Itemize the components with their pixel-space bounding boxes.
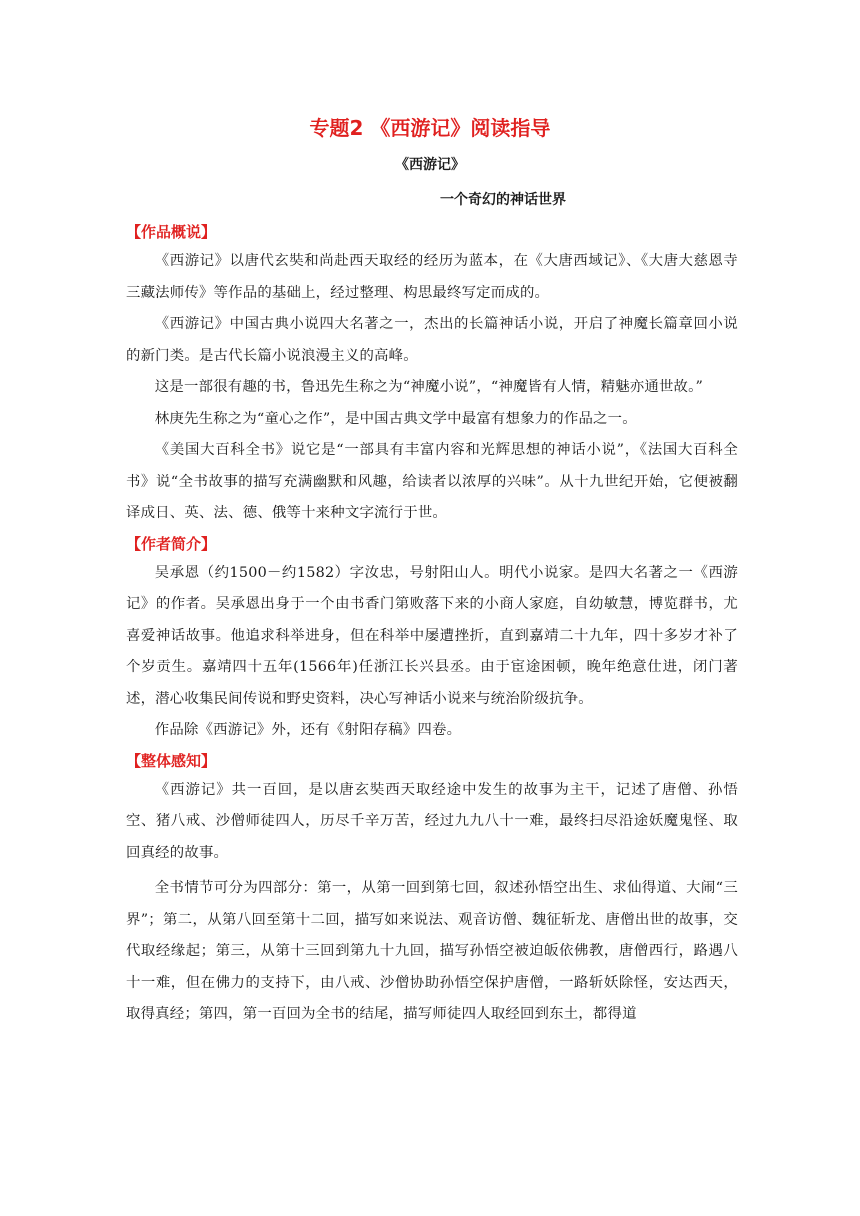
paragraph: 吴承恩（约1500－约1582）字汝忠，号射阳山人。明代小说家。是四大名著之一《西游记》的作者。吴承恩出身于一个由书香门第败落下来的小商人家庭，自幼敏慧，博览群书，尤喜爱神话故事。他追求科举进身，但在科举中屡遭挫折，直到嘉靖二十九年，四十多岁才补了个岁贡生。嘉靖四十五年(1566年)任浙江长兴县丞。由于宦途困顿，晚年绝意仕进，闭门著述，潜心收集民间传说和野史资料，决心写神话小说来与统治阶级抗争。 (126, 564, 738, 707)
paragraph: 《西游记》中国古典小说四大名著之一，杰出的长篇神话小说，开启了神魔长篇章回小说的新门类。是古代长篇小说浪漫主义的高峰。 (126, 316, 738, 364)
paragraph: 《美国大百科全书》说它是“一部具有丰富内容和光辉思想的神话小说”，《法国大百科全书》说“全书故事的描写充满幽默和风趣，给读者以浓厚的兴味”。从十九世纪开始，它便被翻译成日、英、法、德、俄等十来种文字流行于世。 (126, 442, 738, 521)
section-overview (126, 218, 738, 530)
section-heading: 【作品概说】 (126, 223, 217, 241)
document-body (126, 218, 738, 1031)
section-author (126, 530, 738, 747)
paragraph: 林庚先生称之为“童心之作”，是中国古典文学中最富有想象力的作品之一。 (154, 410, 637, 427)
section-heading: 【作者简介】 (126, 534, 217, 553)
paragraph: 这是一部很有趣的书，鲁迅先生称之为“神魔小说”，“神魔皆有人情，精魅亦通世故。” (154, 379, 704, 395)
paragraph: 《西游记》以唐代玄奘和尚赴西天取经的经历为蓝本，在《大唐西域记》、《大唐大慈恩寺三藏法师传》等作品的基础上，经过整理、构思最终写定而成的。 (126, 253, 738, 301)
paragraph: 全书情节可分为四部分：第一，从第一回到第七回，叙述孙悟空出生、求仙得道、大闹“三界”；第二，从第八回至第十二回，描写如来说法、观音访僧、魏征斩龙、唐僧出世的故事，交代取经缘起；第三，从第十三回到第九十九回，描写孙悟空被迫皈依佛教，唐僧西行，路遇八十一难，但在佛力的支持下，由八戒、沙僧协助孙悟空保护唐僧，一路斩妖除怪，安达西天，取得真经；第四，第一百回为全书的结尾，描写师徒四人取经回到东土，都得道 (126, 880, 738, 1022)
paragraph: 《西游记》共一百回，是以唐玄奘西天取经途中发生的故事为主干，记述了唐僧、孙悟空、猪八戒、沙僧师徒四人，历尽千辛万苦，经过九九八十一难，最终扫尽沿途妖魔鬼怪、取回真经的故事。 (126, 781, 738, 861)
book-title: 《西游记》 (395, 157, 465, 173)
document-title: 专题2 《西游记》阅读指导 (309, 116, 551, 140)
section-perception (126, 747, 738, 1031)
paragraph: 作品除《西游记》外，还有《射阳存稿》四卷。 (154, 722, 462, 738)
book-subtitle: 一个奇幻的神话世界 (440, 192, 566, 208)
section-heading: 【整体感知】 (126, 751, 217, 770)
